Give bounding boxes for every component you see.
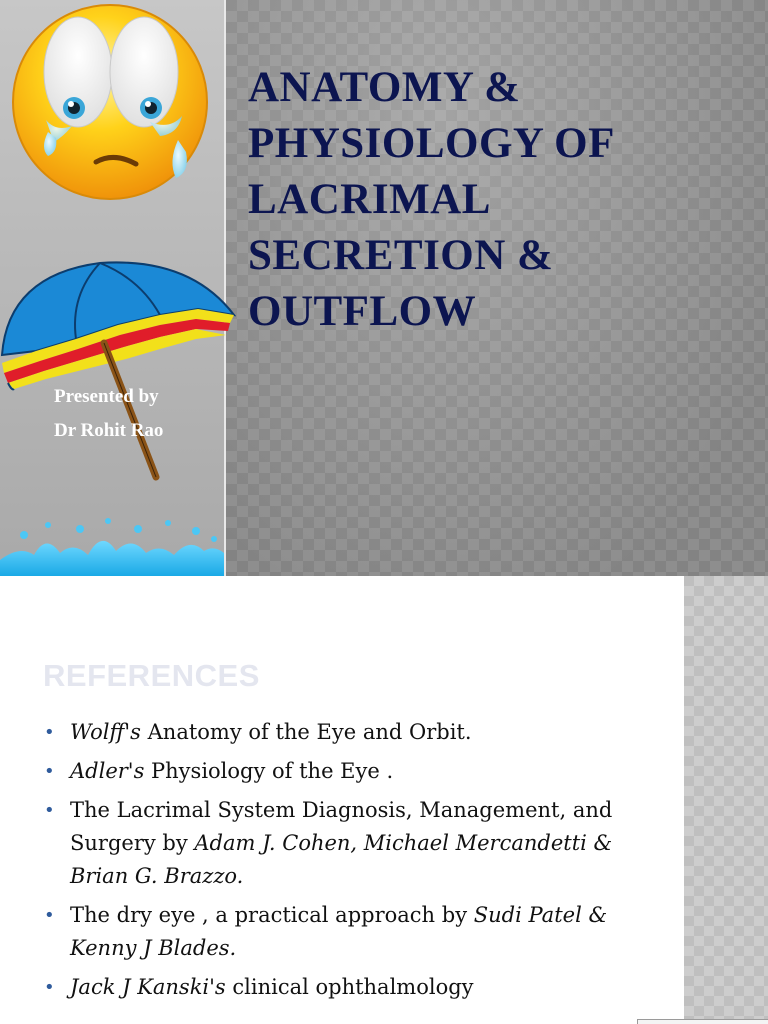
reference-item	[44, 971, 644, 1004]
water-splash-icon	[0, 515, 224, 576]
reference-author: Sudi Patel & Kenny J Blades.	[70, 903, 608, 960]
presenter-label: Presented by	[54, 386, 159, 407]
umbrella-icon	[0, 255, 236, 490]
reference-author: Adler's	[70, 759, 145, 783]
reference-text: The dry eye , a practical approach by	[70, 903, 474, 927]
reference-text: clinical ophthalmology	[225, 975, 474, 999]
reference-item	[44, 716, 644, 749]
reference-item	[44, 899, 644, 965]
bullet-icon: •	[44, 722, 55, 743]
reference-author: Wolff's	[70, 720, 141, 744]
decorative-side-strip	[684, 576, 768, 1024]
reference-author: Jack J Kanski's	[70, 975, 226, 999]
presenter-name: Dr Rohit Rao	[54, 420, 164, 441]
bullet-icon: •	[44, 761, 55, 782]
reference-text: Anatomy of the Eye and Orbit.	[140, 720, 472, 744]
references-list	[44, 716, 644, 1010]
references-slide	[0, 576, 768, 1024]
reference-item	[44, 755, 644, 788]
bullet-icon: •	[44, 800, 55, 821]
presentation-title: ANATOMY & PHYSIOLOGY OF LACRIMAL SECRETION & OUTFLOW	[248, 64, 615, 335]
reference-text: The Lacrimal System Diagnosis, Management, and Surgery by	[70, 798, 613, 855]
bullet-icon: •	[44, 977, 55, 998]
crying-face-icon	[10, 2, 214, 208]
reference-item	[44, 794, 644, 893]
reference-author: Adam J. Cohen, Michael Mercandetti & Brian G. Brazzo.	[70, 831, 613, 888]
reference-text: Physiology of the Eye .	[144, 759, 394, 783]
references-heading: REFERENCES	[43, 658, 260, 693]
bullet-icon: •	[44, 905, 55, 926]
presenter-block	[54, 380, 224, 448]
slide-edge-marker	[637, 1019, 768, 1024]
